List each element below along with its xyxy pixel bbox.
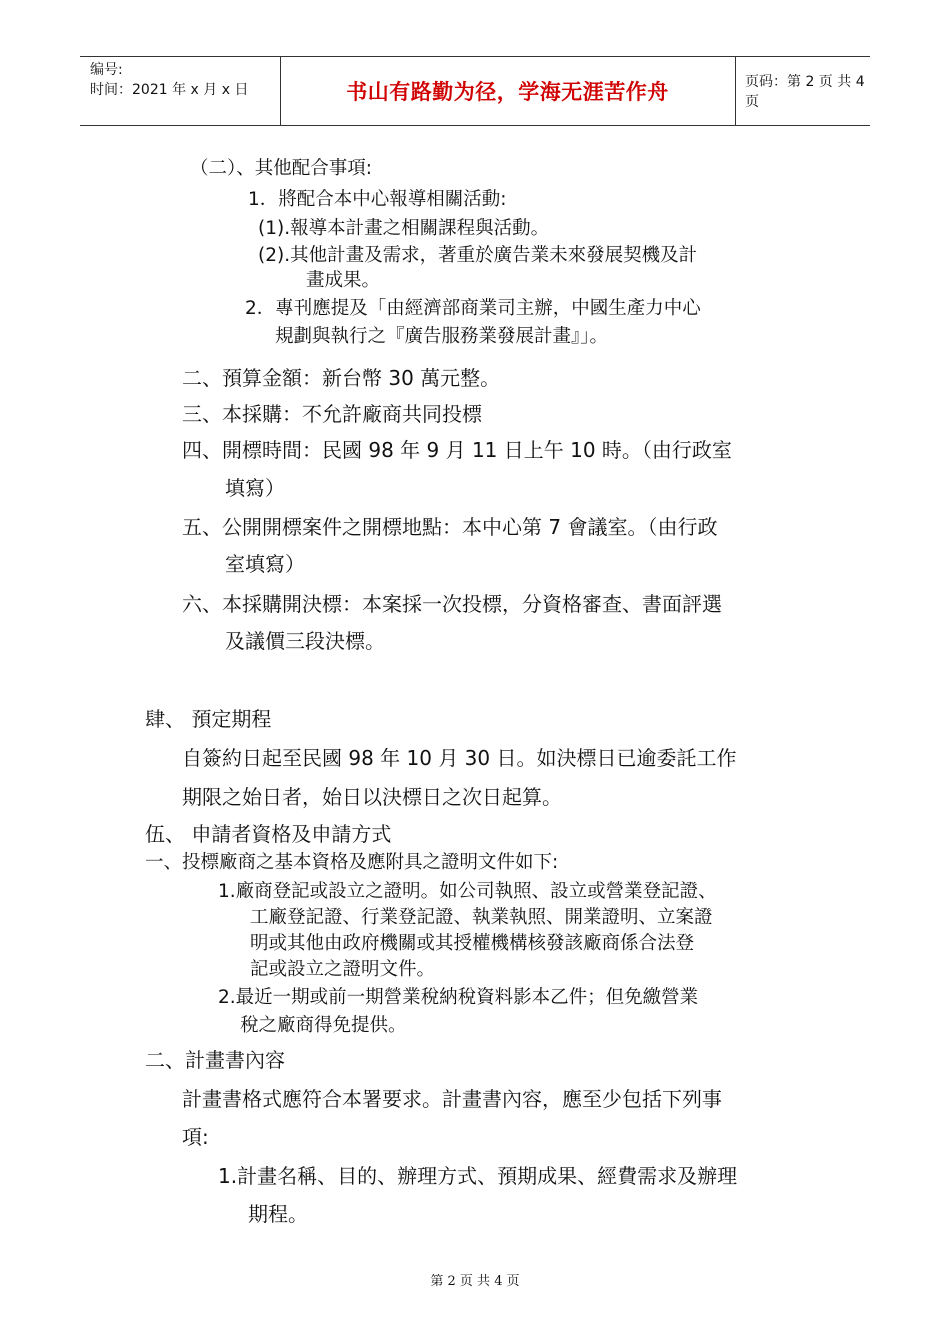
list-item: 1.計畫名稱、目的、辦理方式、預期成果、經費需求及辦理 xyxy=(218,1164,738,1188)
page-header xyxy=(80,56,870,126)
list-item: 2．專刊應提及「由經濟部商業司主辦，中國生產力中心 xyxy=(245,298,701,319)
paragraph-line: 三、本採購：不允許廠商共同投標 xyxy=(182,402,482,426)
list-item-continuation: 明或其他由政府機關或其授權機構核發該廠商係合法登 xyxy=(250,933,695,954)
list-item-continuation: 畫成果。 xyxy=(306,270,381,291)
list-item: 1．將配合本中心報導相關活動: xyxy=(248,189,507,210)
header-motto: 书山有路勤为径，学海无涯苦作舟 xyxy=(346,80,669,104)
list-item: (1).報導本計畫之相關課程與活動。 xyxy=(258,218,550,239)
paragraph-continuation: 及議價三段決標。 xyxy=(225,629,385,653)
header-page-cell xyxy=(735,57,870,125)
paragraph-continuation: 室填寫） xyxy=(225,552,305,576)
list-item: (2).其他計畫及需求，著重於廣告業未來發展契機及計 xyxy=(258,245,698,266)
list-item: 1.廠商登記或設立之證明。如公司執照、設立或營業登記證、 xyxy=(218,881,717,902)
section-heading: 肆、 預定期程 xyxy=(145,707,272,731)
subsection-heading: （二）、其他配合事項: xyxy=(190,158,372,179)
list-item: 2.最近一期或前一期營業稅納稅資料影本乙件；但免繳營業 xyxy=(218,987,699,1008)
document-time-label: 时间：2021 年 x 月 x 日 xyxy=(90,82,249,98)
page-footer: 第 2 页 共 4 页 xyxy=(430,1274,520,1289)
paragraph-line: 六、本採購開決標：本案採一次投標，分資格審查、書面評選 xyxy=(182,592,722,616)
list-item-continuation: 規劃與執行之『廣告服務業發展計畫』」。 xyxy=(275,326,609,347)
list-item-continuation: 工廠登記證、行業登記證、執業執照、開業證明、立案證 xyxy=(250,907,713,928)
document-number-label: 编号: xyxy=(90,62,123,78)
paragraph-line: 五、公開開標案件之開標地點：本中心第 7 會議室。（由行政 xyxy=(182,515,718,539)
paragraph-line: 四、開標時間：民國 98 年 9 月 11 日上午 10 時。（由行政室 xyxy=(182,438,732,462)
header-motto-cell xyxy=(280,57,736,125)
list-item-continuation: 期程。 xyxy=(248,1202,308,1226)
paragraph-continuation: 填寫） xyxy=(225,476,285,500)
header-meta-cell xyxy=(80,57,281,125)
paragraph-continuation: 期限之始日者，始日以決標日之次日起算。 xyxy=(182,785,562,809)
paragraph-line: 計畫書格式應符合本署要求。計畫書內容，應至少包括下列事 xyxy=(182,1087,722,1111)
paragraph-line: 二、預算金額：新台幣 30 萬元整。 xyxy=(182,366,501,390)
section-heading: 伍、 申請者資格及申請方式 xyxy=(145,822,392,846)
subsection-heading: 一、投標廠商之基本資格及應附具之證明文件如下: xyxy=(145,852,559,873)
list-item-continuation: 記或設立之證明文件。 xyxy=(250,959,436,980)
paragraph-line: 自簽約日起至民國 98 年 10 月 30 日。如決標日已逾委託工作 xyxy=(182,746,737,770)
subsection-heading: 二、計畫書內容 xyxy=(145,1048,285,1072)
paragraph-continuation: 項: xyxy=(182,1125,209,1149)
list-item-continuation: 稅之廠商得免提供。 xyxy=(240,1015,407,1036)
header-page-number: 页码：第 2 页 共 4 页 xyxy=(745,74,865,110)
